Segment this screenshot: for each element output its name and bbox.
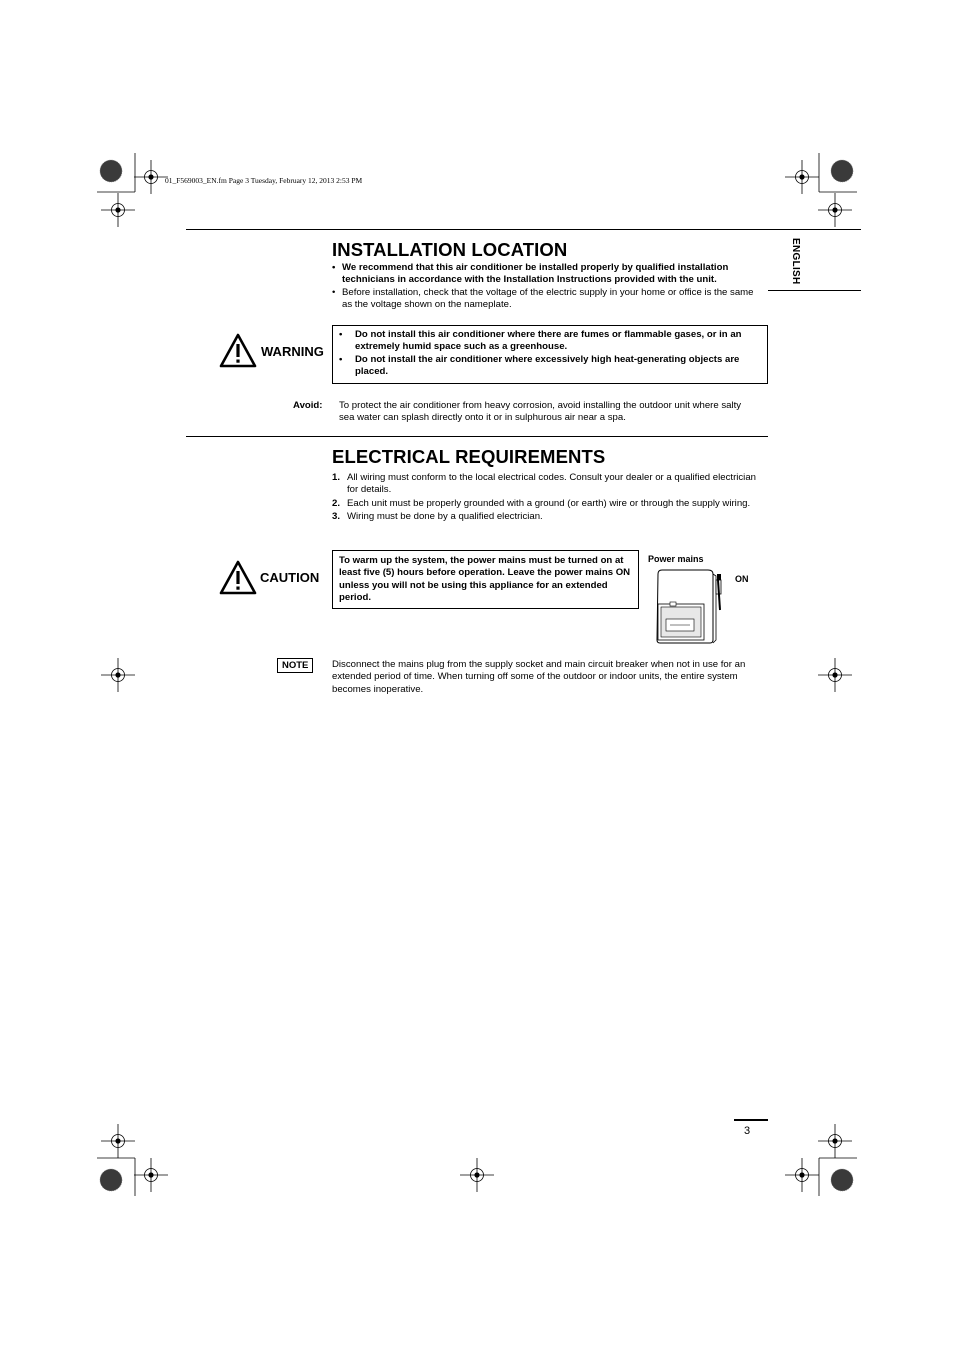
installation-title: INSTALLATION LOCATION xyxy=(332,239,568,260)
warning-label: WARNING xyxy=(261,344,324,359)
electrical-title: ELECTRICAL REQUIREMENTS xyxy=(332,446,606,467)
warning-triangle-icon xyxy=(219,333,257,368)
electrical-item: 1. All wiring must conform to the local electrical codes. Consult your dealer or a qualified electrician for details. xyxy=(332,472,756,496)
installation-bullet: • We recommend that this air conditioner be installed properly by qualified installation technicians in accordance with the Installation Instructions provided with the unit. xyxy=(332,262,762,287)
note-text: Disconnect the mains plug from the supply socket and main circuit breaker when not in use for an extended period of time. When turning off some of the outdoor or indoor units, the entire system becomes inoperative. xyxy=(332,659,746,695)
warning-box xyxy=(332,325,768,384)
installation-bullet: • Before installation, check that the voltage of the electric supply in your home or office is the same as the voltage shown on the nameplate. xyxy=(332,287,762,312)
electrical-item: 2. Each unit must be properly grounded with a ground (or earth) wire or through the supply wiring. xyxy=(332,497,751,509)
caution-triangle-icon xyxy=(219,560,257,595)
page-number: 3 xyxy=(744,1125,751,1137)
side-tab-top-rule xyxy=(768,229,861,230)
page-number-rule xyxy=(734,1119,768,1121)
warning-item: • Do not install this air conditioner where there are fumes or flammable gases, or in an extremely humid space such as a greenhouse. xyxy=(333,329,761,354)
caution-label: CAUTION xyxy=(260,570,320,585)
electrical-list xyxy=(332,472,757,525)
power-mains-switch-illustration xyxy=(650,566,730,646)
file-header: 01_F569003_EN.fm Page 3 Tuesday, February 12, 2013 2:53 PM xyxy=(165,176,363,185)
language-tab: ENGLISH xyxy=(790,238,801,285)
on-label: ON xyxy=(735,574,749,584)
avoid-text: To protect the air conditioner from heavy corrosion, avoid installing the outdoor unit where salty sea water can splash directly onto it or in sulphurous air near a spa. xyxy=(339,400,742,424)
power-mains-label: Power mains xyxy=(648,554,704,564)
caution-box: To warm up the system, the power mains must be turned on at least five (5) hours before operation. Leave the power mains ON unless you will not be using this appliance for an extended period. xyxy=(332,550,639,609)
electrical-item: 3. Wiring must be done by a qualified electrician. xyxy=(332,511,543,523)
avoid-label: Avoid: xyxy=(293,400,323,411)
warning-item: • Do not install the air conditioner where excessively high heat-generating objects are placed. xyxy=(333,354,761,379)
section-rule xyxy=(186,229,768,230)
note-tag: NOTE xyxy=(277,658,313,673)
side-tab-bottom-rule xyxy=(768,290,861,291)
installation-bullets xyxy=(332,262,762,312)
section-rule xyxy=(186,436,768,437)
